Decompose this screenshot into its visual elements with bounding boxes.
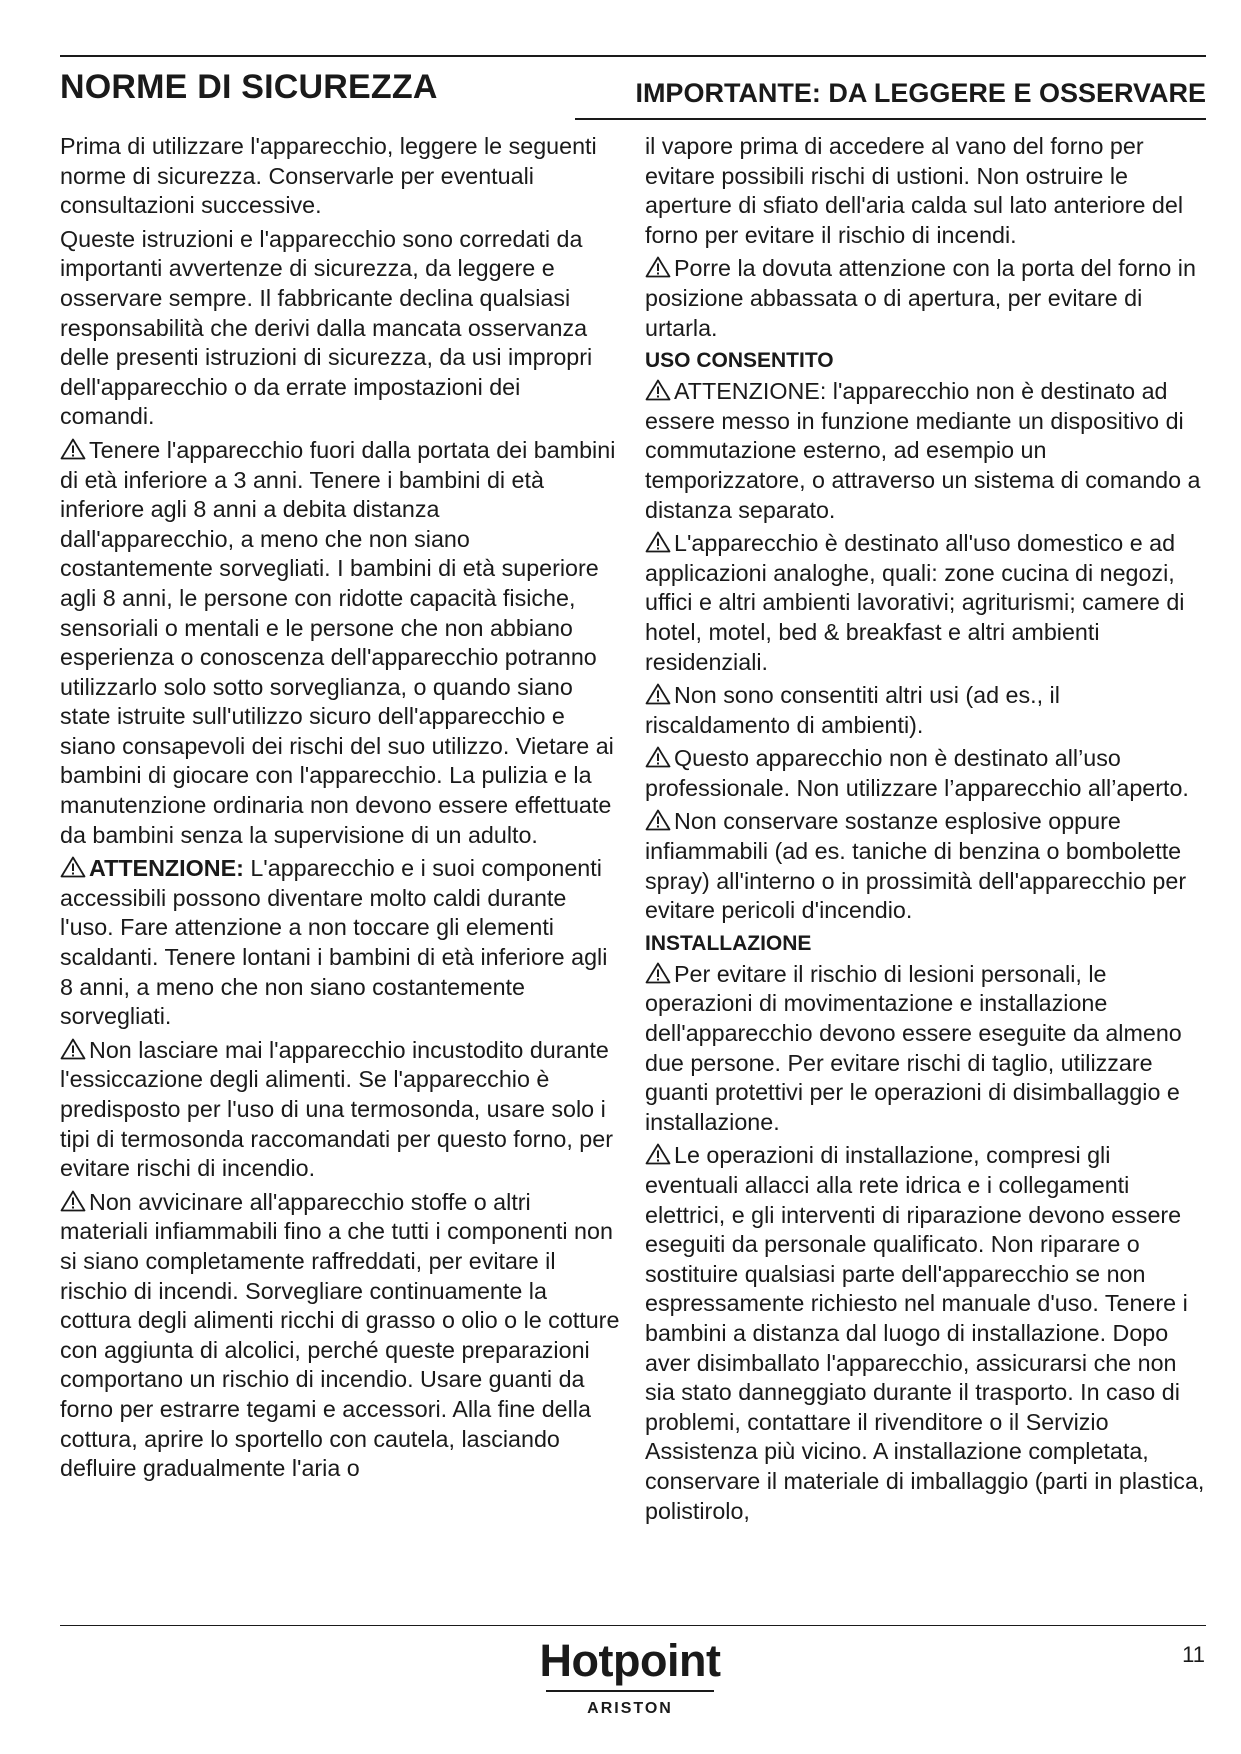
handling-warning-text: Per evitare il rischio di lesioni personali, le operazioni di movimentazione e installazione dell'apparecchio devono essere eseguite da almeno due persone. Per evitare rischi di taglio, utilizzare guanti protettivi per le operazioni di disimballaggio e installazione. <box>645 960 1182 1135</box>
heading-uso-consentito: USO CONSENTITO <box>645 349 834 373</box>
responsibility-paragraph: Queste istruzioni e l'apparecchio sono corredati da importanti avvertenze di sicurezza, da leggere e osservare sempre. Il fabbricante declina qualsiasi responsabilità che derivi dalla mancata osservanza delle presenti istruzioni di sicurezza, da usi impropri dell'apparecchio o da errate impostazioni dei comandi. <box>60 225 593 430</box>
warning-triangle-icon <box>645 379 671 401</box>
logo-underline <box>546 1690 714 1692</box>
explosive-warning <box>645 807 1210 925</box>
top-rule <box>60 55 1206 57</box>
installation-warning <box>645 1141 1210 1526</box>
professional-use-warning <box>645 744 1210 803</box>
domestic-use-warning-text: L'apparecchio è destinato all'uso domestico e ad applicazioni analoghe, quali: zone cucina di negozi, uffici e altri ambienti lavorativi; agriturismi; camere di hotel, motel, bed & breakfast e altri ambienti residenziali. <box>645 530 1185 675</box>
left-column <box>60 132 620 1488</box>
flammable-warning <box>60 1188 620 1484</box>
flammable-warning-text: Non avvicinare all'apparecchio stoffe o altri materiali infiammabili fino a che tutti i componenti non si siano completamente raffreddati, per evitare il rischio di incendi. Sorvegliare continuamente la cottura degli alimenti ricchi di grasso o olio o le cotture con aggiunta di alcolici, perché queste preparazioni comportano un rischio di incendio. Usare guanti da forno per estrarre tegami e accessori. Alla fine della cottura, aprire lo sportello con cautela, lasciando defluire gradualmente l'aria o <box>60 1188 620 1482</box>
children-warning-text: Tenere l'apparecchio fuori dalla portata dei bambini di età inferiore a 3 anni. Tenere i bambini di età inferiore agli 8 anni a debita distanza dall'apparecchio, a meno che non siano costantemente sorvegliati. I bambini di età superiore agli 8 anni, le persone con ridotte capacità fisiche, sensoriali o mentali e le persone che non abbiano esperienza o conoscenza dell'apparecchio potranno utilizzarlo solo sotto sorveglianza, o quando siano state istruite sull'utilizzo sicuro dell'apparecchio e siano consapevoli dei rischi del suo utilizzo. Vietare ai bambini di giocare con l'apparecchio. La pulizia e la manutenzione ordinaria non devono essere effettuate da bambini senza la supervisione di un adulto. <box>60 436 616 848</box>
warning-triangle-icon <box>645 1143 671 1165</box>
steam-paragraph: il vapore prima di accedere al vano del forno per evitare possibili rischi di ustioni. Non ostruire le aperture di sfiato dell'aria calda sul lato anteriore del forno per evitare il rischio di incendi. <box>645 133 1184 248</box>
footer-rule <box>60 1625 1206 1626</box>
right-column <box>645 132 1210 1530</box>
section-title: NORME DI SICUREZZA <box>60 68 438 106</box>
warning-triangle-icon <box>645 531 671 553</box>
external-switch-warning-text: ATTENZIONE: l'apparecchio non è destinato ad essere messo in funzione mediante un dispositivo di commutazione esterno, ad esempio un temporizzatore, o attraverso un sistema di comando a distanza separato. <box>645 378 1201 523</box>
warning-triangle-icon <box>60 856 86 878</box>
intro-paragraph: Prima di utilizzare l'apparecchio, leggere le seguenti norme di sicurezza. Conservarle per eventuali consultazioni successive. <box>60 133 597 219</box>
warning-triangle-icon <box>60 438 86 460</box>
door-warning <box>645 254 1210 343</box>
warning-triangle-icon <box>645 683 671 705</box>
warning-triangle-icon <box>645 809 671 831</box>
other-uses-warning-text: Non sono consentiti altri usi (ad es., il riscaldamento di ambienti). <box>645 682 1060 738</box>
page-number: 11 <box>1182 1642 1205 1667</box>
handling-warning <box>645 960 1210 1138</box>
warning-triangle-icon <box>645 256 671 278</box>
other-uses-warning <box>645 681 1210 740</box>
sub-brand-name: ARISTON <box>587 1700 673 1717</box>
brand-name: Hotpoint <box>539 1635 721 1686</box>
brand-logo <box>520 1636 740 1726</box>
hot-parts-warning-text: L'apparecchio e i suoi componenti accessibili possono diventare molto caldi durante l'uso. Fare attenzione a non toccare gli elementi scaldanti. Tenere lontani i bambini di età inferiore agli 8 anni, a meno che non siano costantemente sorvegliati. <box>60 855 608 1030</box>
hot-parts-warning <box>60 854 620 1032</box>
warning-triangle-icon <box>645 746 671 768</box>
warning-triangle-icon <box>645 962 671 984</box>
external-switch-warning <box>645 377 1210 525</box>
unattended-warning <box>60 1036 620 1184</box>
explosive-warning-text: Non conservare sostanze esplosive oppure infiammabili (ad es. taniche di benzina o bombolette spray) all'interno o in prossimità dell'apparecchio per evitare pericoli d'incendio. <box>645 808 1187 924</box>
professional-use-warning-text: Questo apparecchio non è destinato all’uso professionale. Non utilizzare l’apparecchio all’aperto. <box>645 745 1189 801</box>
section-subtitle: IMPORTANTE: DA LEGGERE E OSSERVARE <box>635 78 1206 108</box>
unattended-warning-text: Non lasciare mai l'apparecchio incustodito durante l'essiccazione degli alimenti. Se l'apparecchio è predisposto per l'uso di una termosonda, usare solo i tipi di termosonda raccomandati per questo forno, per evitare rischi di incendio. <box>60 1036 613 1182</box>
subtitle-underline <box>575 118 1206 120</box>
door-warning-text: Porre la dovuta attenzione con la porta del forno in posizione abbassata o di apertura, per evitare di urtarla. <box>645 255 1196 341</box>
children-warning <box>60 436 620 850</box>
warning-triangle-icon <box>60 1190 86 1212</box>
heading-installazione: INSTALLAZIONE <box>645 931 812 955</box>
attention-label: ATTENZIONE: <box>89 855 244 882</box>
page-header <box>60 68 1206 114</box>
warning-triangle-icon <box>60 1038 86 1060</box>
installation-warning-text: Le operazioni di installazione, compresi gli eventuali allacci alla rete idrica e i collegamenti elettrici, e gli interventi di riparazione devono essere eseguiti da personale qualificato. Non riparare o sostituire qualsiasi parte dell'apparecchio se non espressamente richiesto nel manuale d'uso. Tenere i bambini a distanza dal luogo di installazione. Dopo aver disimballato l'apparecchio, assicurarsi che non sia stato danneggiato durante il trasporto. In caso di problemi, contattare il rivenditore o il Servizio Assistenza più vicino. A installazione completata, conservare il materiale di imballaggio (parti in plastica, polistirolo, <box>645 1142 1205 1524</box>
domestic-use-warning <box>645 529 1210 677</box>
